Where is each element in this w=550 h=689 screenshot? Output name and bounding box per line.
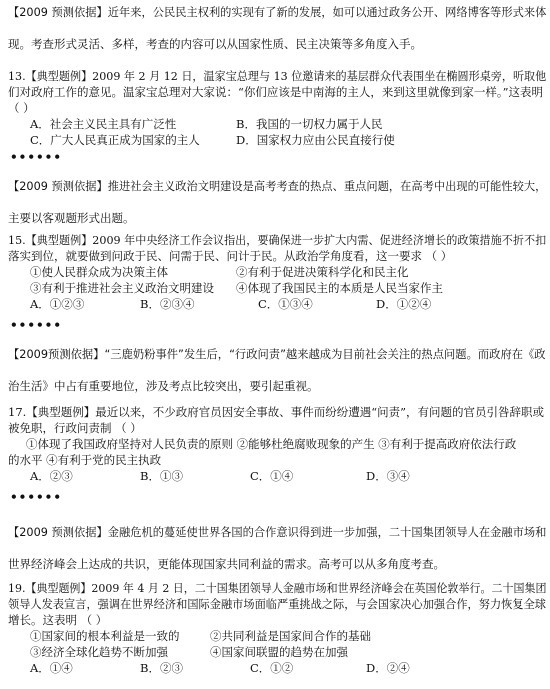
q19-stem-line3: 增长。这表明 （ ）: [8, 613, 108, 627]
q19-item-3: ③经济全球化趋势不断加强: [30, 645, 168, 659]
q15-item-4: ④体现了我国民主的本质是人民当家作主: [236, 281, 443, 295]
q13-stem-line1: 13.【典型题例】2009 年 2 月 12 日，温家宝总理与 13 位邀请来的基层群众代表围坐在椭圆形桌旁，听取他: [8, 69, 547, 83]
q19-item-4: ④国家间联盟的趋势在加强: [210, 645, 348, 659]
q19-option-a: A．①④: [30, 661, 73, 675]
q15-option-b: B．②③④: [140, 297, 195, 311]
q17-option-b: B．①③: [140, 469, 183, 483]
block1-header-line1: 【2009 预测依据】近年来，公民民主权利的实现有了新的发展，如可以通过政务公开、网络博客等形式来体: [8, 5, 547, 19]
block4-header-line2: 世界经济峰会上达成的共识，更能体现国家共同利益的需求。高考可以从多角度考查。: [8, 557, 445, 571]
block3-header-line1: 【2009预测依据】“三鹿奶粉事件”发生后，“行政问责”越来越成为目前社会关注的热点问题。而政府在《政: [8, 347, 546, 361]
q15-item-3: ③有利于推进社会主义政治文明建设: [30, 281, 214, 295]
q13-option-d: D．国家权力应由公民直接行使: [236, 133, 395, 147]
q19-option-c: C．①②: [250, 661, 294, 675]
q17-option-a: A．②③: [30, 469, 73, 483]
q19-option-b: B．②③: [140, 661, 183, 675]
q19-option-d: D．②④: [366, 661, 410, 675]
q19-item-1: ①国家间的根本利益是一致的: [30, 629, 180, 643]
q17-stem-line2: 被免职，行政问责制 （ ）: [8, 421, 142, 435]
q19-stem-line2: 领导人发表宣言，强调在世界经济和国际金融市场面临严重挑战之际，与会国家决心加强合作，努力恢复全球: [8, 597, 546, 611]
block2-header-line2: 主要以客观题形式出题。: [8, 211, 135, 225]
q19-stem-line1: 19.【典型题例】2009 年 4 月 2 日，二十国集团领导人金融市场和世界经济峰会在英国伦敦举行。二十国集团: [8, 581, 547, 595]
q15-stem-line1: 15.【典型题例】2009 年中央经济工作会议指出，要确保进一步扩大内需、促进经济增长的政策措施不折不扣: [8, 233, 547, 247]
ellipsis-separator: ••••••: [10, 150, 63, 164]
block2-header-line1: 【2009 预测依据】推进社会主义政治文明建设是高考考查的热点、重点问题，在高考中出现的可能性较大，: [8, 179, 547, 193]
q17-option-c: C．①④: [250, 469, 294, 483]
q15-item-1: ①使人民群众成为决策主体: [30, 265, 168, 279]
q15-option-c: C．①③④: [258, 297, 313, 311]
ellipsis-separator: ••••••: [10, 490, 63, 504]
q13-option-a: A．社会主义民主具有广泛性: [30, 117, 177, 131]
q15-option-a: A．①②③: [30, 297, 85, 311]
q13-stem-line3: （ ）: [8, 101, 35, 115]
q15-stem-line2: 落实到位，就要做到问政于民、问需于民、问计于民。从政治学角度看，这一要求 （ ）: [8, 249, 453, 263]
q17-items-line1: ①体现了我国政府坚持对人民负责的原则 ②能够杜绝腐败现象的产生 ③有利于提高政府依法行政: [26, 437, 517, 451]
q17-stem-line1: 17.【典型题例】最近以来，不少政府官员因安全事故、事件而纷纷遭遇“问责”，有问题的官员引咎辞职或: [8, 405, 545, 419]
q13-option-c: C．广大人民真正成为国家的主人: [30, 133, 200, 147]
block3-header-line2: 治生活》中占有重要地位，涉及考点比较突出，要引起重视。: [8, 379, 319, 393]
block4-header-line1: 【2009 预测依据】金融危机的蔓延使世界各国的合作意识得到进一步加强，二十国集团领导人在金融市场和: [8, 525, 547, 539]
ellipsis-separator: ••••••: [10, 318, 63, 332]
q17-items-line2: 的水平 ④有利于党的民主执政: [8, 453, 162, 467]
q17-option-d: D．③④: [366, 469, 410, 483]
q19-item-2: ②共同利益是国家间合作的基础: [210, 629, 371, 643]
block1-header-line2: 现。考查形式灵活、多样，考查的内容可以从国家性质、民主决策等多角度入手。: [8, 37, 422, 51]
q13-option-b: B．我国的一切权力属于人民: [236, 117, 383, 131]
q15-item-2: ②有利于促进决策科学化和民主化: [236, 265, 409, 279]
q13-stem-line2: 们对政府工作的意见。温家宝总理对大家说：“你们应该是中南海的主人，来到这里就像到家一样。”这表明: [8, 85, 544, 99]
q15-option-d: D．①②④: [376, 297, 432, 311]
